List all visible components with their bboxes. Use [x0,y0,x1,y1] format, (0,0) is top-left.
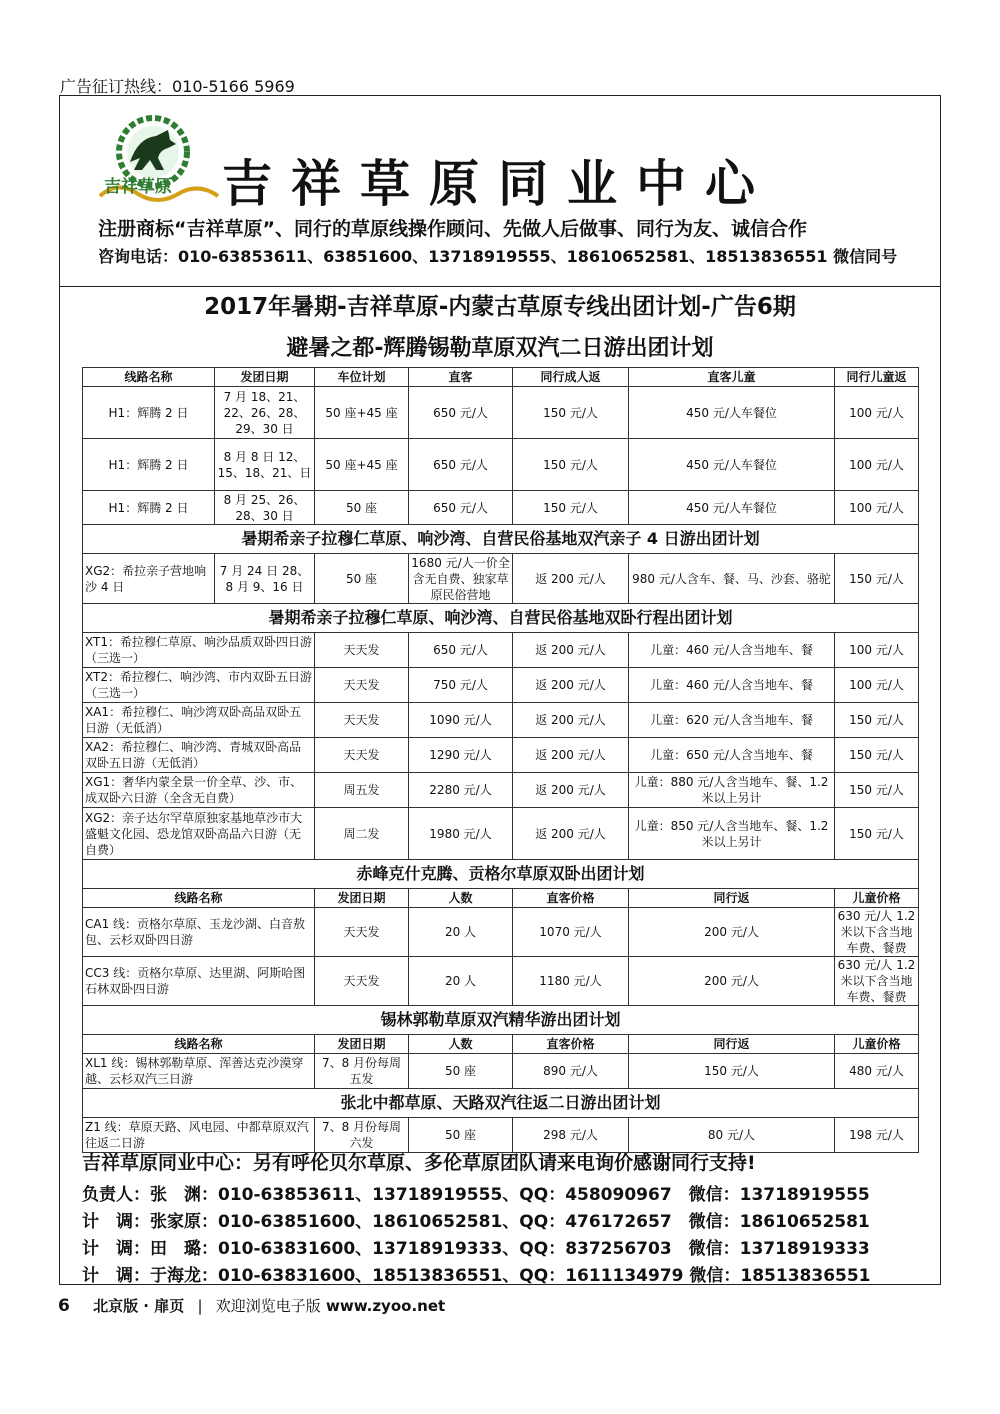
main-title: 2017年暑期-吉祥草原-内蒙古草原专线出团计划-广告6期 [204,294,796,320]
horse-logo-icon [98,110,220,210]
table-header: 直客儿童 [629,368,835,387]
schedule-table [82,367,919,1153]
edition-label: 北京版 · 扉页 [93,1297,185,1315]
section-title: 暑期希亲子拉穆仁草原、响沙湾、自营民俗基地双汽亲子 4 日游出团计划 [83,525,919,554]
table-row: XG1：奢华内蒙全景一价全草、沙、市、成双卧六日游（全含无自费） 周五发 2280 元/人 返 200 元/人 儿童：880 元/人含当地车、餐、1.2 米以上另计 150 元/人 [83,773,919,808]
table-row: CA1 线：贡格尔草原、玉龙沙湖、白音敖包、云杉双卧四日游 天天发 20 人 1070 元/人 200 元/人 630 元/人 1.2 米以下含当地车费、餐费 [83,908,919,957]
footer-note: 吉祥草原同业中心：另有呼伦贝尔草原、多伦草原团队请来电询价感谢同行支持! [82,1152,756,1174]
table-header: 人数 [409,1035,513,1054]
schedule-table-wrap [82,367,918,1153]
table-row: XT2：希拉穆仁、响沙湾、市内双卧五日游（三选一） 天天发 750 元/人 返 200 元/人 儿童：460 元/人含当地车、餐 100 元/人 [83,668,919,703]
ad-hotline: 广告征订热线：010-5166 5969 [60,77,295,96]
site-link[interactable]: www.zyoo.net [326,1297,446,1315]
table-row: Z1 线：草原天路、风电园、中都草原双汽往返二日游 7、8 月份每周六发 50 座 298 元/人 80 元/人 198 元/人 [83,1118,919,1153]
sub-title: 避暑之都-辉腾锡勒草原双汽二日游出团计划 [286,336,714,361]
table-header: 直客 [409,368,513,387]
contact-footer [82,1148,932,1288]
tagline: 注册商标“吉祥草原”、同行的草原线操作顾问、先做人后做事、同行为友、诚信合作 [98,218,807,240]
table-header: 线路名称 [83,1035,315,1054]
logo-text: 吉祥草原 [104,177,172,197]
table-header: 线路名称 [83,368,215,387]
table-header: 车位计划 [315,368,409,387]
table-header: 同行成人返 [513,368,629,387]
table-header: 发团日期 [315,889,409,908]
table-row: XA1：希拉穆仁、响沙湾双卧高品双卧五日游（无低消） 天天发 1090 元/人 返 200 元/人 儿童：620 元/人含当地车、餐 150 元/人 [83,703,919,738]
separator: | [197,1297,203,1315]
table-header: 发团日期 [315,1035,409,1054]
table-header: 同行儿童返 [835,368,919,387]
contact-line: 计 调：张家原：010-63851600、18610652581、QQ：476172657 微信：18610652581 [82,1212,870,1232]
table-header: 同行返 [629,1035,835,1054]
table-header: 直客价格 [513,1035,629,1054]
table-row: XG2：希拉亲子营地响沙 4 日 7 月 24 日 28、8 月 9、16 日 50 座 1680 元/人一价全含无自费、独家草原民俗营地 返 200 元/人 980 元/人含车、餐、马、沙套、骆驼 150 元/人 [83,554,919,604]
header [60,96,940,287]
ad-frame [59,95,941,1285]
page-number: 6 [58,1296,70,1316]
table-header: 发团日期 [215,368,315,387]
table-header: 儿童价格 [835,1035,919,1054]
section-title: 赤峰克什克腾、贡格尔草原双卧出团计划 [83,860,919,889]
table-row: XL1 线：锡林郭勒草原、浑善达克沙漠穿越、云杉双汽三日游 7、8 月份每周五发 50 座 890 元/人 150 元/人 480 元/人 [83,1054,919,1089]
page-footer [58,1295,445,1316]
brand-name: 吉祥草原同业中心 [222,154,774,213]
table-row: XT1：希拉穆仁草原、响沙品质双卧四日游（三选一） 天天发 650 元/人 返 200 元/人 儿童：460 元/人含当地车、餐 100 元/人 [83,633,919,668]
table-row: H1：辉腾 2 日 8 月 25、26、28、30 日 50 座 650 元/人 150 元/人 450 元/人车餐位 100 元/人 [83,491,919,525]
welcome-text: 欢迎浏览电子版 [215,1297,321,1315]
section-title: 张北中都草原、天路双汽往返二日游出团计划 [83,1089,919,1118]
section-title: 暑期希亲子拉穆仁草原、响沙湾、自营民俗基地双卧行程出团计划 [83,604,919,633]
contact-line: 计 调：于海龙：010-63831600、18513836551、QQ：1611134979 微信：18513836551 [82,1266,871,1286]
table-row: CC3 线：贡格尔草原、达里湖、阿斯哈图石林双卧四日游 天天发 20 人 1180 元/人 200 元/人 630 元/人 1.2 米以下含当地车费、餐费 [83,957,919,1006]
table-header: 同行返 [629,889,835,908]
table-header: 直客价格 [513,889,629,908]
consult-phones: 咨询电话：010-63853611、63851600、13718919555、18610652581、18513836551 微信同号 [98,247,898,266]
table-row: XG2：亲子达尔罕草原独家基地草沙市大盛魁文化园、恐龙馆双卧高品六日游（无自费） 周二发 1980 元/人 返 200 元/人 儿童：850 元/人含当地车、餐、1.2 米以上另计 150 元/人 [83,808,919,860]
table-row: XA2：希拉穆仁、响沙湾、青城双卧高品双卧五日游（无低消） 天天发 1290 元/人 返 200 元/人 儿童：650 元/人含当地车、餐 150 元/人 [83,738,919,773]
table-row: H1：辉腾 2 日 7 月 18、21、22、26、28、29、30 日 50 座+45 座 650 元/人 150 元/人 450 元/人车餐位 100 元/人 [83,387,919,439]
table-header: 儿童价格 [835,889,919,908]
contact-line: 计 调：田 璐：010-63831600、13718919333、QQ：837256703 微信：13718919333 [82,1239,870,1259]
section-title: 锡林郭勒草原双汽精华游出团计划 [83,1006,919,1035]
table-header: 人数 [409,889,513,908]
contact-line: 负责人：张 渊：010-63853611、13718919555、QQ：458090967 微信：13718919555 [82,1185,870,1205]
table-row: H1：辉腾 2 日 8 月 8 日 12、15、18、21、日 50 座+45 座 650 元/人 150 元/人 450 元/人车餐位 100 元/人 [83,439,919,491]
table-header: 线路名称 [83,889,315,908]
